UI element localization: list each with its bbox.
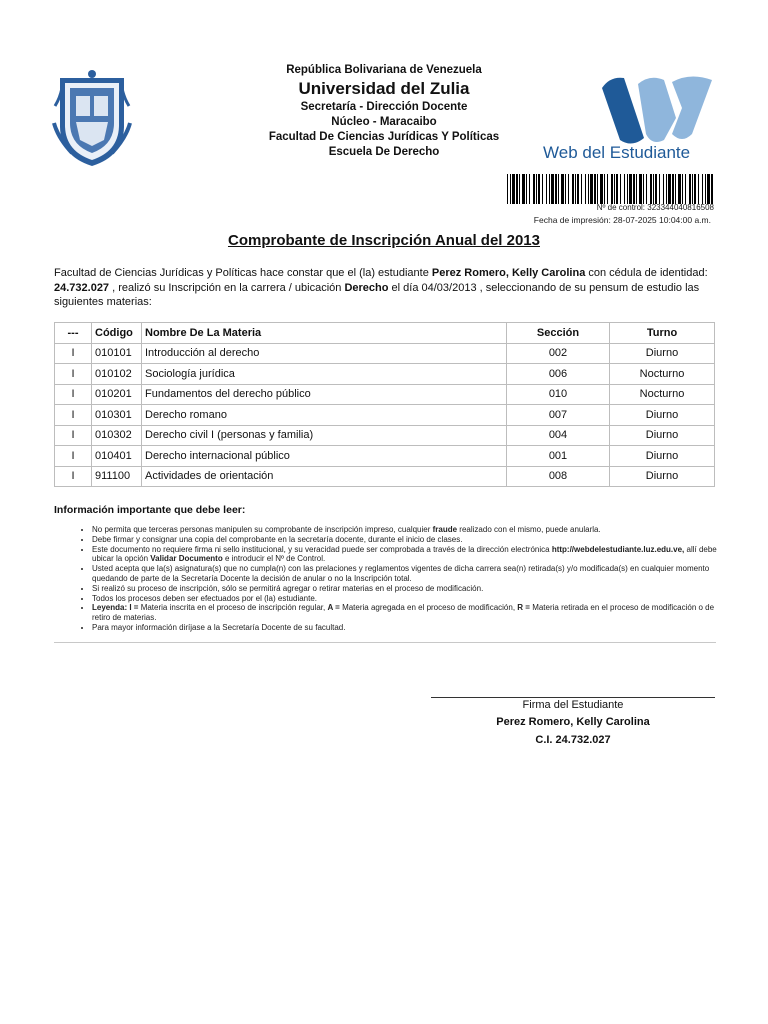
cell-subject: Derecho civil I (personas y familia) — [142, 425, 507, 446]
table-row — [55, 384, 715, 405]
table-row — [55, 425, 715, 446]
note-text: realizado con el mismo, puede anularla. — [457, 525, 601, 534]
intro-text-4: el día 04/03/2013 , seleccionando de su pensum de estudio las siguientes materias: — [54, 281, 700, 308]
table-header-row — [55, 323, 715, 344]
cell-section: 002 — [507, 343, 610, 364]
note-text: Materia retirada en el proceso de modificación o de retiro de materias. — [92, 603, 715, 623]
cell-code: 010201 — [92, 384, 142, 405]
list-item: • Si realizó su proceso de inscripción, sólo se permitirá agregar o retirar materias en el proceso de modificación. — [92, 584, 732, 594]
faculty-line: Facultad De Ciencias Jurídicas Y Políticas — [268, 131, 500, 143]
cell-type: I — [55, 405, 92, 426]
cell-subject: Derecho internacional público — [142, 446, 507, 467]
list-item: • Usted acepta que la(s) asignatura(s) que no cumpla(n) con las prelaciones y reglamentos vigentes de dicha carrera sea(n) retirada(s) y/o modificada(s) en cualquier momento quedando de parte de la Secretaría Docente la decisión de anular o no la Inscripción total. — [92, 564, 732, 584]
subjects-table — [54, 322, 715, 487]
note-bold: Leyenda: I = — [92, 603, 141, 613]
secretaria-line: Secretaría - Dirección Docente — [300, 101, 468, 113]
note-text: e introducir el Nº de Control. — [222, 554, 326, 564]
cell-section: 001 — [507, 446, 610, 467]
cell-subject: Fundamentos del derecho público — [142, 384, 507, 405]
cell-shift: Diurno — [610, 343, 715, 364]
intro-text-1: Facultad de Ciencias Jurídicas y Políticas hace constar que el (la) estudiante — [54, 267, 432, 279]
list-item: • Para mayor información diríjase a la Secretaría Docente de su facultad. — [92, 623, 732, 633]
cell-section: 006 — [507, 364, 610, 385]
institution-header — [200, 63, 568, 160]
republic-line: República Bolivariana de Venezuela — [286, 64, 482, 76]
col-header-code: Código — [92, 323, 142, 344]
career-name: Derecho — [344, 281, 389, 294]
table-row — [55, 446, 715, 467]
info-list — [76, 525, 732, 633]
note-bold: fraude — [432, 525, 458, 534]
cell-subject: Actividades de orientación — [142, 466, 507, 487]
universidad-del-zulia-seal-icon — [52, 68, 132, 168]
cell-section: 007 — [507, 405, 610, 426]
school-line: Escuela De Derecho — [328, 146, 440, 158]
signature-label: Firma del Estudiante — [522, 699, 624, 711]
cell-shift: Nocturno — [610, 364, 715, 385]
list-item: • Debe firmar y consignar una copia del comprobante en la secretaría docente, durante el inicio de clases. — [92, 535, 732, 545]
col-header-section: Sección — [507, 323, 610, 344]
brand-name: Web del Estudiante — [543, 143, 691, 162]
cell-type: I — [55, 364, 92, 385]
table-row — [55, 343, 715, 364]
section-divider — [54, 642, 716, 643]
cell-code: 010401 — [92, 446, 142, 467]
cell-subject: Introducción al derecho — [142, 343, 507, 364]
note-text: Materia inscrita en el proceso de inscripción regular, — [140, 603, 328, 613]
signature-ci: C.I. 24.732.027 — [535, 734, 611, 746]
col-header-shift: Turno — [610, 323, 715, 344]
document-title: Comprobante de Inscripción Anual del 2013 — [227, 232, 540, 249]
list-item — [92, 545, 732, 565]
note-text: Este documento no requiere firma ni sello institucional, y su veracidad puede ser comprobada a través de la dirección electrónica — [92, 544, 552, 554]
student-ci: 24.732.027 — [54, 281, 110, 294]
cell-shift: Diurno — [610, 446, 715, 467]
cell-code: 911100 — [92, 466, 142, 487]
table-row — [55, 466, 715, 487]
cell-code: 010302 — [92, 425, 142, 446]
info-heading: Información importante que debe leer: — [54, 504, 246, 516]
note-bold: Validar Documento — [150, 554, 223, 564]
note-text: allí debe ubicar la opción — [92, 544, 717, 564]
col-header-type: --- — [55, 323, 92, 344]
table-row — [55, 405, 715, 426]
note-text: No permita que terceras personas manipulen su comprobante de inscripción impreso, cualquier — [92, 525, 433, 534]
cell-type: I — [55, 343, 92, 364]
signature-student-name: Perez Romero, Kelly Carolina — [496, 716, 650, 728]
cell-subject: Derecho romano — [142, 405, 507, 426]
cell-code: 010101 — [92, 343, 142, 364]
nucleo-line: Núcleo - Maracaibo — [331, 116, 437, 128]
cell-type: I — [55, 446, 92, 467]
cell-shift: Diurno — [610, 405, 715, 426]
cell-shift: Diurno — [610, 425, 715, 446]
print-date: Fecha de impresión: 28-07-2025 10:04:00 a.m. — [533, 215, 711, 225]
list-item — [92, 603, 732, 623]
control-number: Nº de control: 323344040816508 — [596, 203, 714, 212]
note-bold: A = — [327, 603, 343, 613]
cell-type: I — [55, 425, 92, 446]
col-header-subject: Nombre De La Materia — [142, 323, 507, 344]
cell-code: 010102 — [92, 364, 142, 385]
barcode-icon — [507, 174, 715, 204]
signature-line — [431, 697, 715, 698]
list-item — [92, 525, 732, 535]
table-row — [55, 364, 715, 385]
note-text: Materia agregada en el proceso de modificación, — [342, 603, 518, 613]
intro-text-2: con cédula de identidad: — [585, 267, 708, 279]
webdelestudiante-url: http://webdelestudiante.luz.edu.ve, — [551, 544, 685, 554]
note-bold: R = — [517, 603, 533, 613]
intro-paragraph — [54, 266, 716, 310]
cell-subject: Sociología jurídica — [142, 364, 507, 385]
cell-code: 010301 — [92, 405, 142, 426]
cell-type: I — [55, 466, 92, 487]
cell-shift: Diurno — [610, 466, 715, 487]
cell-section: 008 — [507, 466, 610, 487]
cell-section: 010 — [507, 384, 610, 405]
cell-type: I — [55, 384, 92, 405]
cell-section: 004 — [507, 425, 610, 446]
intro-text-3: , realizó su Inscripción en la carrera / ubicación — [109, 281, 345, 294]
student-name: Perez Romero, Kelly Carolina — [431, 267, 586, 279]
list-item: • Todos los procesos deben ser efectuados por el (la) estudiante. — [92, 594, 732, 604]
university-name: Universidad del Zulia — [298, 79, 470, 98]
cell-shift: Nocturno — [610, 384, 715, 405]
